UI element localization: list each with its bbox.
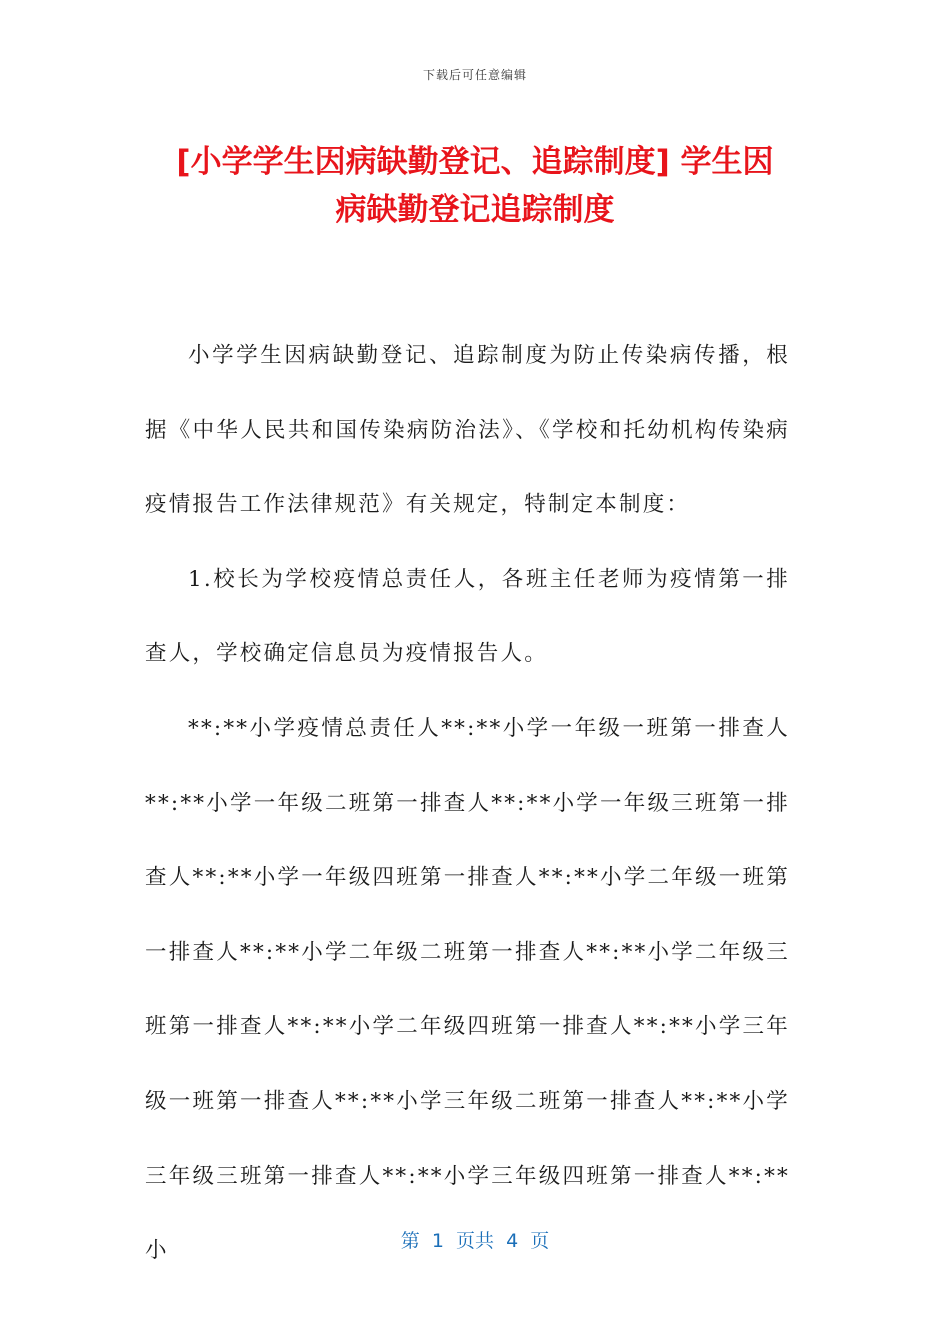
header-note: 下载后可任意编辑 xyxy=(422,68,527,82)
title-line-1: [小学学生因病缺勤登记、追踪制度] 学生因 xyxy=(176,144,774,180)
document-body xyxy=(145,319,790,1289)
paragraph-item-1: 1.校长为学校疫情总责任人，各班主任老师为疫情第一排查人，学校确定信息员为疫情报告人。 xyxy=(145,566,790,667)
page-number: 第 1 页共 4 页 xyxy=(400,1230,550,1252)
paragraph-intro: 小学学生因病缺勤登记、追踪制度为防止传染病传播，根据《中华人民共和国传染病防治法》、《学校和托幼机构传染病疫情报告工作法律规范》有关规定，特制定本制度： xyxy=(145,343,790,518)
document-title xyxy=(100,138,850,234)
title-line-2: 病缺勤登记追踪制度 xyxy=(335,192,615,228)
paragraph-personnel-list: **:**小学疫情总责任人**:**小学一年级一班第一排查人**:**小学一年级二班第一排查人**:**小学一年级三班第一排查人**:**小学一年级四班第一排查人**:**小学二年级一班第一排查人**:**小学二年级二班第一排查人**:**小学二年级三班第一排查人**:**小学二年级四班第一排查人**:**小学三年级一班第一排查人**:**小学三年级二班第一排查人**:**小学三年级三班第一排查人**:**小学三年级四班第一排查人**:**小 xyxy=(145,715,790,1264)
